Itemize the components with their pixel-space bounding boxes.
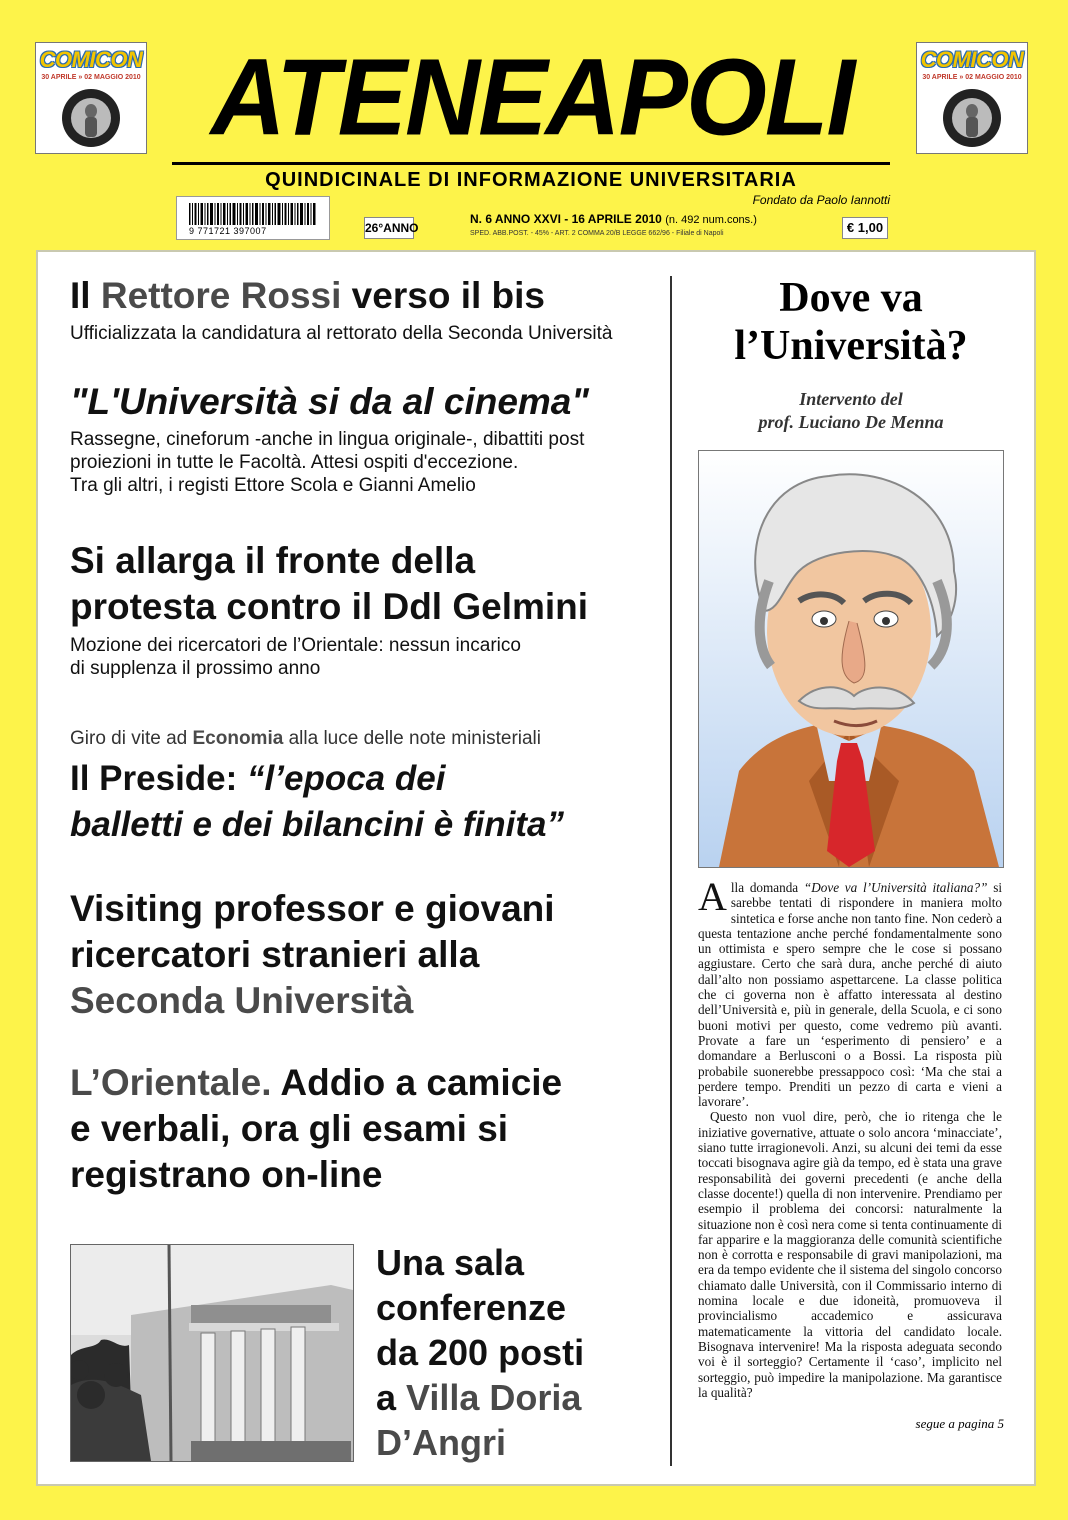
front-page-panel (36, 250, 1036, 1486)
headline-line: conferenze (376, 1287, 567, 1328)
headline-text: verso il bis (341, 275, 545, 316)
column-divider (670, 276, 672, 1466)
headline-text: Addio a camicie (271, 1062, 563, 1103)
professor-caricature (698, 450, 1004, 868)
article-quote: “Dove va l’Università italiana?” (803, 880, 988, 895)
drop-cap: A (698, 874, 727, 919)
headline-villa[interactable] (376, 1240, 584, 1465)
barcode-icon (189, 203, 317, 225)
comicon-logo-text: COMICON (920, 47, 1024, 72)
issue-info (470, 212, 757, 226)
headline-highlight: D’Angri (376, 1422, 506, 1463)
headline-highlight: Seconda Università (70, 980, 414, 1021)
comicon-dates: 30 APRILE » 02 MAGGIO 2010 (922, 74, 1022, 81)
newspaper-title: ATENEAPOLI (210, 37, 854, 159)
continued-on-page[interactable]: segue a pagina 5 (915, 1416, 1004, 1431)
editorial-title-line: Dove va (779, 275, 923, 321)
headline-gelmini[interactable] (70, 538, 588, 630)
headline-quote: balletti e dei bilancini è finita” (70, 805, 564, 844)
headline-line: e verbali, ora gli esami si (70, 1108, 509, 1149)
headline-preside[interactable] (70, 756, 564, 848)
kicker-text: alla luce delle note ministeriali (283, 728, 541, 749)
headline-line: Si allarga il fronte della (70, 540, 476, 581)
comicon-badge-left[interactable] (35, 42, 147, 154)
villa-photo (70, 1244, 354, 1462)
headline-visiting[interactable] (70, 886, 555, 1024)
anno-badge: 26°ANNO (364, 217, 414, 239)
headline-line: Una sala (376, 1242, 525, 1283)
headline-line: Visiting professor e giovani (70, 888, 555, 929)
kicker-highlight: Economia (192, 728, 284, 749)
kicker-economia (70, 728, 541, 750)
headline-line: registrano on-line (70, 1154, 383, 1195)
comicon-dates: 30 APRILE » 02 MAGGIO 2010 (41, 74, 141, 81)
postal-info: SPED. ABB.POST. - 45% - ART. 2 COMMA 20/B LEGGE 662/96 - Filiale di Napoli (470, 230, 724, 237)
headline-line: ricercatori stranieri alla (70, 934, 480, 975)
subhead-line: Mozione dei ricercatori de l’Orientale: nessun incarico (70, 635, 521, 656)
article-text: lla domanda (730, 880, 804, 895)
headline-line: da 200 posti (376, 1332, 585, 1373)
kicker-text: Giro di vite ad (70, 728, 193, 749)
headline-highlight: Villa Doria (406, 1377, 582, 1418)
article-text: si sarebbe tentati di rispondere in maniera molto sintetica e forse anche non tanto fine. Non cederò a questa tentazione anche perché fondamentalmente sono un ottimista e spero sempre che le cose si possano aggiustare. Certo che sarà dura, anche perché di aiuto dall’alto non possiamo aspettarcene. La classe politica che ci governa non è affatto interessata al destino dell’Università e, più in generale, della Scuola, e ci sono buoni motivi per questo, come vedremo più avanti. Provate a fare un ‘esperimento di pensiero’ e a domandare a Berlusconi o a Bossi. La risposta più probabile suonerebbe pressappoco così: ‘Ma che stai a perdere tempo. Prenditi un pezzo di carta e vieni a lavorare’. (698, 880, 1002, 1110)
subhead-line: Rassegne, cineforum -anche in lingua originale-, dibattiti post (70, 429, 585, 450)
subhead-gelmini (70, 634, 521, 680)
article-paragraph-2: Questo non vuol dire, però, che io ritenga che le iniziative governative, attuate o solo ancora ‘minacciate’, siano tutte irragionevoli. Anzi, su alcuni dei temi da esse toccati bisognava agire già da tempo, ed è stata una grave responsabilità dei governi precedenti (e anche della classe docente!) quella di non intervenire. Prendiamo per esempio il problema dei concorsi: naturalmente la situazione non è così nera come si tenta continuamente di far apparire e la maggioranza delle comunità scientifiche non è corrotta e responsabile di gravi manipolazioni, ma era da tempo evidente che il sistema del singolo concorso chiamato dalle Università, con il Commissario interno di nomina locale e due idoneità, promuoveva il provincialismo accademico e assicurava matematicamente la vittoria del candidato locale. Bisognava intervenire! Ma la risposta adeguata secondo voi è il sorteggio? Certamente il ‘caso’, implicito nel sorteggio, può impedire la manipolazione. Ma garantisce la qualità? (698, 1109, 1002, 1400)
editorial-title[interactable] (698, 274, 1004, 370)
subhead-rettore: Ufficializzata la candidatura al rettorato della Seconda Università (70, 323, 613, 344)
headline-text: a (376, 1377, 407, 1418)
editorial-article (698, 874, 1002, 1400)
subhead-cinema (70, 428, 584, 497)
comicon-ring-icon (60, 87, 122, 149)
byline-line: Intervento del (799, 389, 903, 409)
headline-cinema[interactable]: "L'Università si da al cinema" (70, 381, 589, 422)
issue-cons: (n. 492 num.cons.) (665, 214, 757, 226)
headline-orientale[interactable] (70, 1060, 562, 1198)
article-paragraph-1 (698, 874, 1002, 1110)
headline-text: Il Preside: (70, 759, 248, 798)
villa-building-image (71, 1245, 353, 1461)
byline-line: prof. Luciano De Menna (758, 412, 944, 432)
headline-line: protesta contro il Ddl Gelmini (70, 586, 589, 627)
price-badge: € 1,00 (842, 217, 888, 239)
headline-highlight: Rettore Rossi (100, 275, 342, 316)
headline-quote: “l’epoca dei (247, 759, 446, 798)
caricature-image (699, 451, 1003, 867)
headline-text: Il (70, 275, 101, 316)
issue-number: N. 6 ANNO XXVI - 16 APRILE 2010 (470, 212, 662, 226)
comicon-ring-icon (941, 87, 1003, 149)
comicon-logo-text: COMICON (39, 47, 143, 72)
headline-highlight: L’Orientale. (70, 1062, 272, 1103)
headline-rettore[interactable] (70, 274, 545, 318)
subhead-line: di supplenza il prossimo anno (70, 658, 321, 679)
newspaper-subtitle: QUINDICINALE DI INFORMAZIONE UNIVERSITARIA (172, 162, 890, 192)
barcode-number: 9 771721 397007 (189, 226, 267, 236)
masthead (172, 38, 892, 160)
comicon-badge-right[interactable] (916, 42, 1028, 154)
subhead-line: Tra gli altri, i registi Ettore Scola e Gianni Amelio (70, 475, 476, 496)
founder-line: Fondato da Paolo Iannotti (752, 193, 890, 207)
barcode (176, 196, 330, 240)
editorial-byline (698, 388, 1004, 434)
subhead-line: proiezioni in tutte le Facoltà. Attesi ospiti d'eccezione. (70, 452, 519, 473)
editorial-title-line: l’Università? (734, 323, 968, 369)
